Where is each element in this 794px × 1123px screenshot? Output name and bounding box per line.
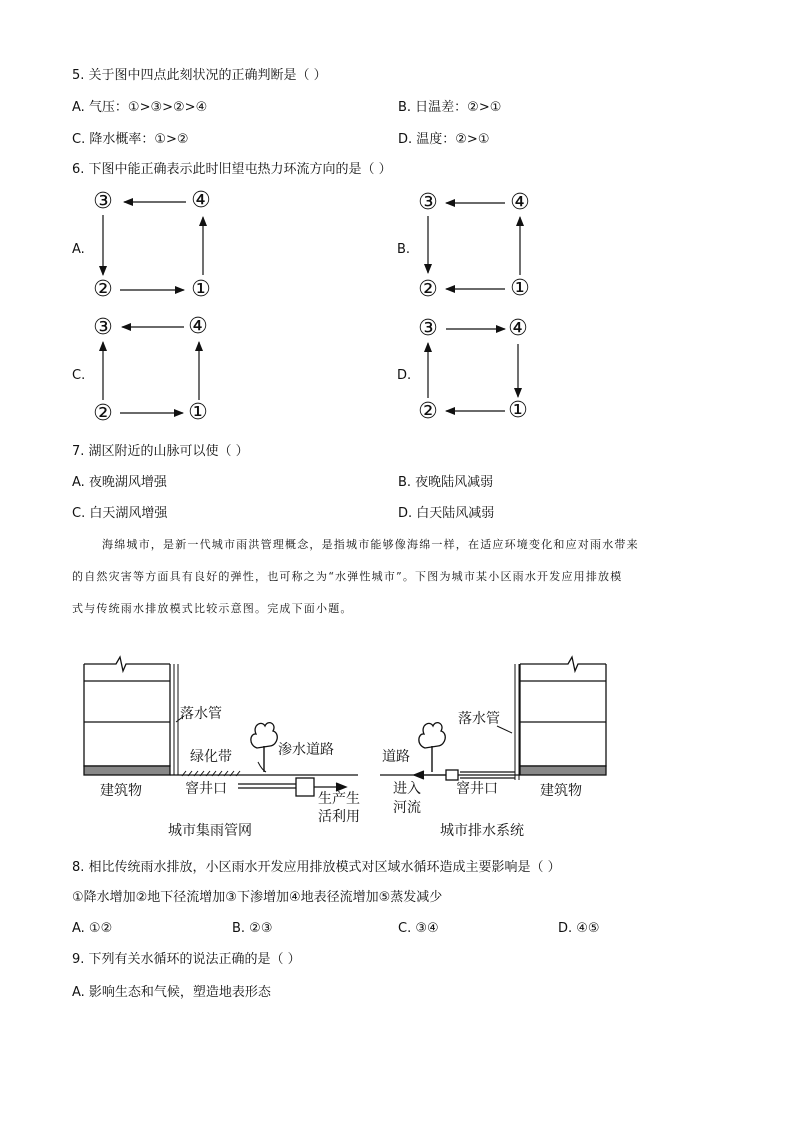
q6-b-node-4: ④ <box>510 190 530 215</box>
label-building-left: 建筑物 <box>100 783 142 799</box>
q6-a-node-1: ① <box>191 277 211 302</box>
passage-line-3: 式与传统雨水排放模式比较示意图。完成下面小题。 <box>72 602 353 615</box>
q8-items: ①降水增加②地下径流增加③下渗增加④地表径流增加⑤蒸发减少 <box>72 890 443 905</box>
q5-stem: 5. 关于图中四点此刻状况的正确判断是（ ） <box>72 68 327 83</box>
label-manhole-left: 窨井口 <box>185 781 227 797</box>
q7-option-c: C. 白天湖风增强 <box>72 506 168 521</box>
q6-c-node-3: ③ <box>93 315 113 340</box>
label-manhole-right: 窨井口 <box>456 781 498 797</box>
q5-option-b: B. 日温差：②>① <box>398 100 502 115</box>
q6-a-node-4: ④ <box>191 188 211 213</box>
label-road: 道路 <box>382 749 410 765</box>
caption-drainage-system: 城市排水系统 <box>440 823 524 839</box>
q8-option-a: A. ①② <box>72 921 113 936</box>
q8-option-d: D. ④⑤ <box>558 921 600 936</box>
label-use-line2: 活利用 <box>318 809 360 825</box>
q5-option-c: C. 降水概率：①>② <box>72 132 189 147</box>
q7-stem: 7. 湖区附近的山脉可以使（ ） <box>72 444 249 459</box>
q6-d-node-4: ④ <box>508 316 528 341</box>
q8-stem: 8. 相比传统雨水排放，小区雨水开发应用排放模式对区域水循环造成主要影响是（ ） <box>72 860 561 875</box>
passage-line-2: 的自然灾害等方面具有良好的弹性，也可称之为“水弹性城市”。下图为城市某小区雨水开发应用排放模 <box>72 570 623 583</box>
q9-option-a: A. 影响生态和气候，塑造地表形态 <box>72 985 271 1000</box>
q9-stem: 9. 下列有关水循环的说法正确的是（ ） <box>72 952 301 967</box>
label-use-line1: 生产生 <box>318 791 360 807</box>
q8-option-c: C. ③④ <box>398 921 439 936</box>
q6-a-node-2: ② <box>93 277 113 302</box>
label-downpipe-right: 落水管 <box>458 711 500 727</box>
caption-rain-collection: 城市集雨管网 <box>168 823 252 839</box>
q6-b-node-2: ② <box>418 277 438 302</box>
q6-b-node-3: ③ <box>418 190 438 215</box>
label-green-belt: 绿化带 <box>190 749 232 765</box>
q6-option-a-label: A. <box>72 242 85 257</box>
label-into-line1: 进入 <box>393 781 421 797</box>
q6-option-c-label: C. <box>72 368 86 383</box>
label-permeable-road: 渗水道路 <box>278 742 334 758</box>
q5-option-d: D. 温度：②>① <box>398 132 490 147</box>
passage-line-1: 海绵城市，是新一代城市雨洪管理概念，是指城市能够像海绵一样，在适应环境变化和应对雨水带来 <box>102 538 639 551</box>
q6-c-node-1: ① <box>188 400 208 425</box>
label-into-line2: 河流 <box>393 800 421 816</box>
label-downpipe-left: 落水管 <box>180 706 222 722</box>
q6-d-node-3: ③ <box>418 316 438 341</box>
q7-option-a: A. 夜晚湖风增强 <box>72 475 167 490</box>
q6-option-d-label: D. <box>397 368 412 383</box>
label-building-right: 建筑物 <box>540 783 582 799</box>
q6-stem: 6. 下图中能正确表示此时旧望屯热力环流方向的是（ ） <box>72 162 392 177</box>
q8-option-b: B. ②③ <box>232 921 273 936</box>
q7-option-d: D. 白天陆风减弱 <box>398 506 495 521</box>
q7-option-b: B. 夜晚陆风减弱 <box>398 475 494 490</box>
q6-option-b-label: B. <box>397 242 411 257</box>
q6-c-node-4: ④ <box>188 314 208 339</box>
q6-d-node-1: ① <box>508 398 528 423</box>
q6-c-node-2: ② <box>93 401 113 426</box>
q6-b-node-1: ① <box>510 276 530 301</box>
q6-a-node-3: ③ <box>93 189 113 214</box>
q5-option-a: A. 气压：①>③>②>④ <box>72 100 208 115</box>
q6-d-node-2: ② <box>418 399 438 424</box>
